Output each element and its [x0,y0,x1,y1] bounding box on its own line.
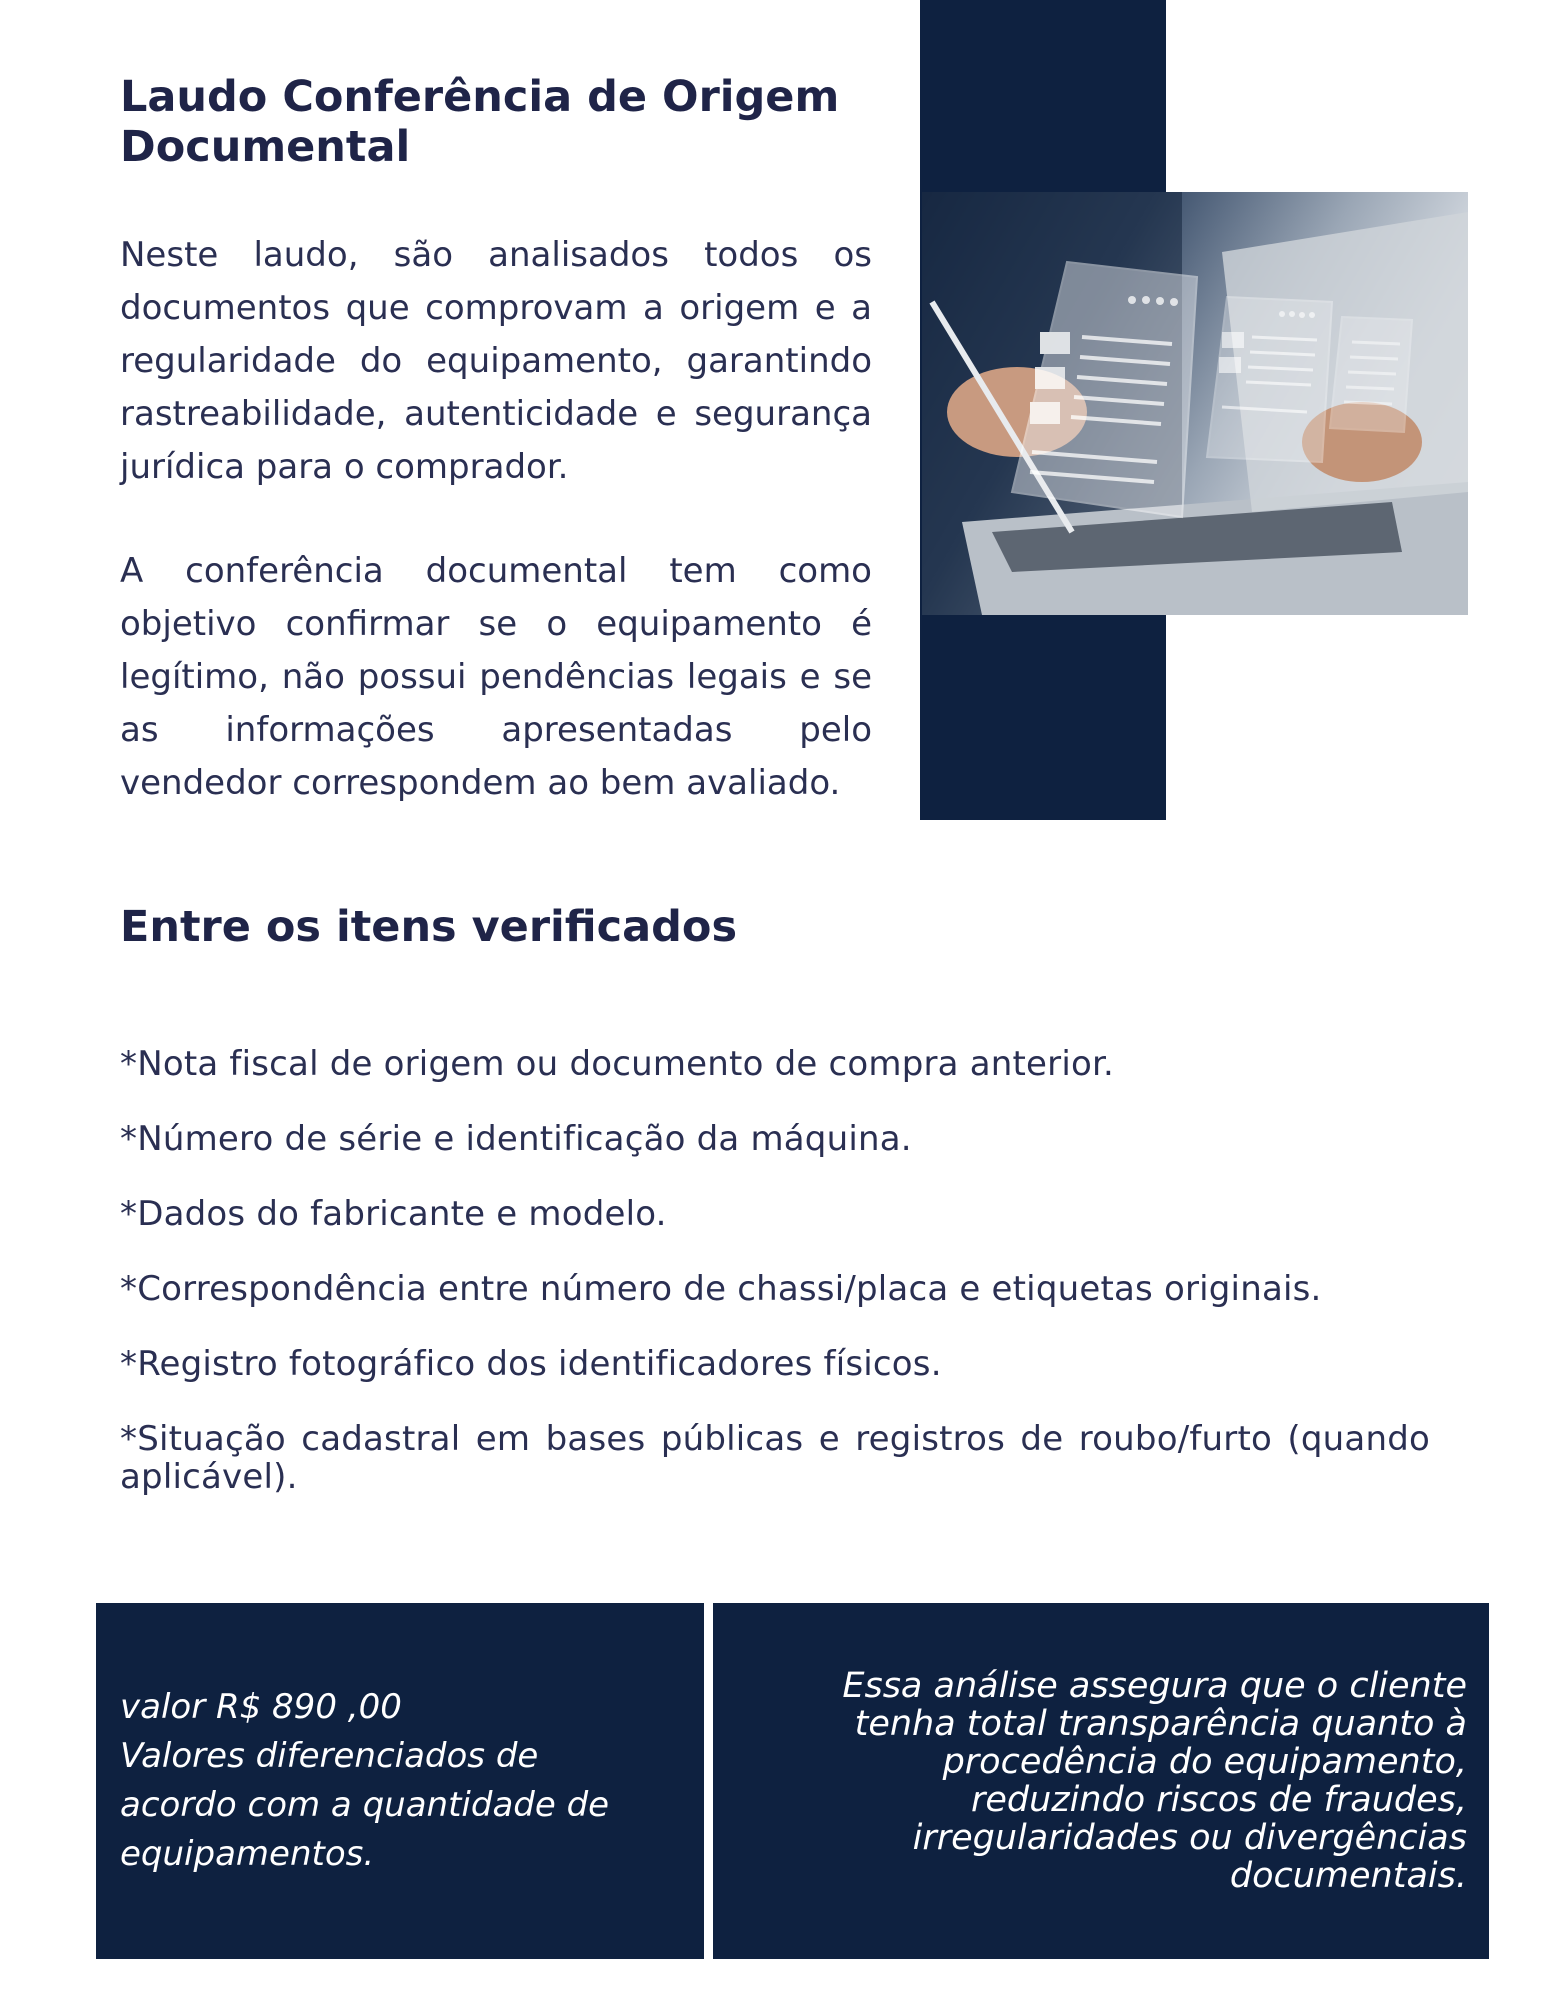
assurance-line-4: reduzindo riscos de fraudes, [970,1780,1467,1820]
pricing-text [120,1683,680,1879]
page-title: Laudo Conferência de Origem Documental [120,72,840,172]
assurance-line-2: tenha total transparência quanto à [854,1704,1467,1744]
assurance-line-6: documentais. [1229,1856,1467,1896]
intro-paragraph-1: Neste laudo, são analisados todos os documentos que comprovam a origem e a regularidade do equipamento, garantindo rastreabilidade, autenticidade e segurança jurídica para o comprador. [120,235,872,487]
assurance-text [747,1667,1467,1895]
list-item: *Registro fotográfico dos identificadores físicos. [120,1344,942,1384]
list-item: *Número de série e identificação da máquina. [120,1119,912,1159]
list-item: *Correspondência entre número de chassi/placa e etiquetas originais. [120,1269,1322,1309]
pricing-note-line-3: equipamentos. [120,1834,375,1874]
assurance-line-3: procedência do equipamento, [942,1742,1467,1782]
assurance-line-5: irregularidades ou divergências [912,1818,1467,1858]
pricing-note-line-1: Valores diferenciados de [120,1736,539,1776]
assurance-line-1: Essa análise assegura que o cliente [842,1666,1467,1706]
list-item: *Situação cadastral em bases públicas e registros de roubo/furto (quando aplicável). [120,1419,1430,1497]
assurance-box [713,1603,1489,1959]
pricing-note-line-2: acordo com a quantidade de [120,1785,610,1825]
price-value: valor R$ 890 ,00 [120,1687,402,1727]
verified-items-list [120,1045,1430,1533]
list-item: *Dados do fabricante e modelo. [120,1194,667,1234]
intro-paragraph-2: A conferência documental tem como objetivo confirmar se o equipamento é legítimo, não possui pendências legais e se as informações apresentadas pelo vendedor correspondem ao bem avaliado. [120,551,872,803]
list-item: *Nota fiscal de origem ou documento de compra anterior. [120,1044,1115,1084]
pricing-box [96,1603,704,1959]
items-section-title: Entre os itens verificados [120,902,738,952]
photo-illustration [922,192,1468,615]
document-laptop-photo [922,192,1468,615]
